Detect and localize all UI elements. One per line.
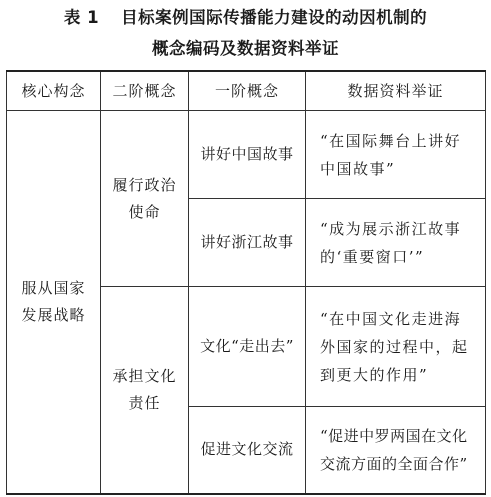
table-header-row [7, 71, 486, 111]
table-caption-line1 [0, 8, 491, 28]
evidence-line: “促进中罗两国在文化 [320, 426, 468, 445]
core-construct-line2: 发展战略 [21, 305, 86, 324]
table-title-line2: 概念编码及数据资料举证 [152, 39, 339, 58]
second-order-line2: 责任 [128, 393, 161, 412]
evidence-line: 的‘重要窗口’” [320, 247, 425, 266]
evidence-line: “在国际舞台上讲好 [320, 131, 462, 150]
second-order-line2: 使命 [128, 202, 161, 221]
header-first-order-concept: 一阶概念 [189, 71, 306, 111]
evidence-line: 交流方面的全面合作” [320, 454, 468, 473]
evidence-line: “在中国文化走进海 [320, 309, 462, 328]
evidence-cell [306, 199, 486, 287]
coding-table-container [6, 70, 485, 495]
core-construct-cell [7, 111, 101, 494]
evidence-cell [306, 287, 486, 407]
table-row [7, 111, 486, 199]
first-order-cell: 讲好浙江故事 [189, 199, 306, 287]
first-order-cell: 文化“走出去” [189, 287, 306, 407]
core-construct-line1: 服从国家 [21, 278, 86, 297]
first-order-cell: 讲好中国故事 [189, 111, 306, 199]
second-order-cell-political [101, 111, 189, 287]
evidence-line: 外国家的过程中，起 [320, 337, 469, 356]
second-order-line1: 履行政治 [112, 175, 177, 194]
coding-table [6, 70, 486, 495]
evidence-line: 中国故事” [320, 159, 396, 178]
table-title-line1: 目标案例国际传播能力建设的动因机制的 [121, 8, 428, 27]
second-order-cell-cultural [101, 287, 189, 494]
evidence-line: “成为展示浙江故事 [320, 219, 462, 238]
table-label: 表 1 [63, 8, 100, 27]
second-order-line1: 承担文化 [112, 366, 177, 385]
evidence-cell [306, 407, 486, 494]
header-core-construct: 核心构念 [7, 71, 101, 111]
header-second-order-concept: 二阶概念 [101, 71, 189, 111]
evidence-cell [306, 111, 486, 199]
first-order-cell: 促进文化交流 [189, 407, 306, 494]
evidence-line: 到更大的作用” [320, 365, 429, 384]
header-data-evidence: 数据资料举证 [306, 71, 486, 111]
